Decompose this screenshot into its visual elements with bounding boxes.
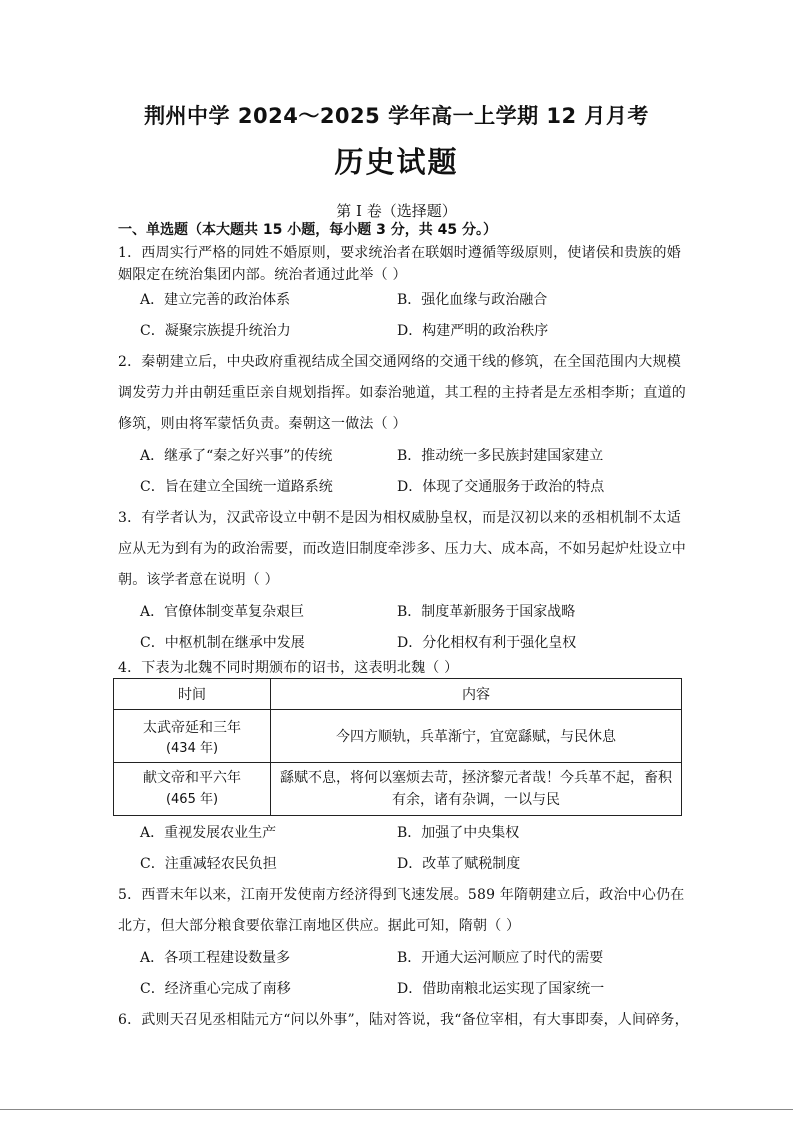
- question-4-option-a[interactable]: A．重视发展农业生产: [140, 825, 277, 841]
- subject-title: 历史试题: [334, 145, 459, 179]
- question-5-option-b[interactable]: B．开通大运河顺应了时代的需要: [397, 950, 604, 966]
- question-5-option-c[interactable]: C．经济重心完成了南移: [140, 981, 291, 997]
- table-row: [114, 763, 682, 816]
- question-3-option-d[interactable]: D．分化相权有利于强化皇权: [397, 635, 577, 651]
- question-3-option-b[interactable]: B．制度革新服务于国家战略: [397, 604, 576, 620]
- question-1-line-2: 姻限定在统治集团内部。统治者通过此举（ ）: [118, 267, 407, 283]
- question-1-option-b[interactable]: B．强化血缘与政治融合: [397, 292, 548, 308]
- question-1-line-1: 1．西周实行严格的同姓不婚原则，要求统治者在联姻时遵循等级原则，使诸侯和贵族的婚: [118, 245, 681, 261]
- question-3-option-a[interactable]: A．官僚体制变革复杂艰巨: [140, 604, 305, 620]
- question-4-option-c[interactable]: C．注重减轻农民负担: [140, 856, 277, 872]
- table-cell-content: [271, 710, 682, 763]
- table-header-content: 内容: [271, 679, 682, 710]
- edict-table: [113, 678, 682, 816]
- year-text: (465 年): [165, 792, 219, 807]
- content-text: 繇赋不息，将何以塞烦去苛，拯济黎元者哉！今兵革不起，畜积: [280, 770, 672, 786]
- table-row: [114, 710, 682, 763]
- question-4-option-b[interactable]: B．加强了中央集权: [397, 825, 520, 841]
- page-bottom-divider: [0, 1109, 793, 1110]
- question-1-option-d[interactable]: D．构建严明的政治秩序: [397, 323, 549, 339]
- question-1-option-a[interactable]: A．建立完善的政治体系: [140, 292, 291, 308]
- question-4-line-1: 4．下表为北魏不同时期颁布的诏书，这表明北魏（ ）: [118, 660, 459, 676]
- section-heading: 一、单选题（本大题共 15 小题，每小题 3 分，共 45 分。）: [118, 222, 497, 238]
- question-2-option-d[interactable]: D．体现了交通服务于政治的特点: [397, 479, 605, 495]
- question-3-line-1: 3．有学者认为，汉武帝设立中朝不是因为相权威胁皇权，而是汉初以来的丞相机制不太适: [118, 510, 681, 526]
- question-5-line-2: 北方，但大部分粮食要依靠江南地区供应。据此可知，隋朝（ ）: [118, 918, 521, 934]
- question-4-option-d[interactable]: D．改革了赋税制度: [397, 856, 521, 872]
- table-cell-time: [114, 710, 271, 763]
- content-text: 今四方顺轨，兵革渐宁，宜宽繇赋，与民休息: [336, 729, 616, 745]
- exam-title: 荆州中学 2024～2025 学年高一上学期 12 月月考: [144, 104, 649, 128]
- volume-label: 第 I 卷（选择题）: [336, 202, 457, 220]
- question-3-line-2: 应从无为到有为的政治需要，而改造旧制度牵涉多、压力大、成本高，不如另起炉灶设立中: [118, 541, 686, 557]
- question-5-line-1: 5．西晋末年以来，江南开发使南方经济得到飞速发展。589 年隋朝建立后，政治中心仍在: [118, 887, 685, 903]
- question-5-option-d[interactable]: D．借助南粮北运实现了国家统一: [397, 981, 605, 997]
- question-2-line-2: 调发劳力并由朝廷重臣亲自规划指挥。如泰治驰道，其工程的主持者是左丞相李斯；直道的: [118, 385, 686, 401]
- time-text: 献文帝和平六年: [143, 770, 241, 786]
- time-text: 太武帝延和三年: [143, 719, 241, 736]
- table-header-time: 时间: [114, 679, 271, 710]
- question-2-line-1: 2．秦朝建立后，中央政府重视结成全国交通网络的交通干线的修筑，在全国范围内大规模: [118, 354, 681, 370]
- question-3-line-3: 朝。该学者意在说明（ ）: [118, 572, 279, 588]
- year-text: (434 年): [165, 740, 219, 756]
- question-2-option-c[interactable]: C．旨在建立全国统一道路系统: [140, 479, 333, 495]
- question-6-line-1: 6．武则天召见丞相陆元方“问以外事”，陆对答说，我“备位宰相，有大事即奏，人间碎务，: [118, 1012, 689, 1028]
- table-cell-content: [271, 763, 682, 816]
- question-1-option-c[interactable]: C．凝聚宗族提升统治力: [140, 323, 291, 339]
- question-5-option-a[interactable]: A．各项工程建设数量多: [140, 950, 291, 966]
- question-2-option-a[interactable]: A．继承了“秦之好兴事”的传统: [140, 448, 333, 464]
- question-2-line-3: 修筑，则由将军蒙恬负责。秦朝这一做法（ ）: [118, 416, 407, 432]
- table-cell-time: [114, 763, 271, 816]
- question-2-option-b[interactable]: B．推动统一多民族封建国家建立: [397, 448, 604, 464]
- table-header-row: [114, 679, 682, 710]
- content-text: 有余，诸有杂调，一以与民: [392, 792, 560, 808]
- question-3-option-c[interactable]: C．中枢机制在继承中发展: [140, 635, 305, 651]
